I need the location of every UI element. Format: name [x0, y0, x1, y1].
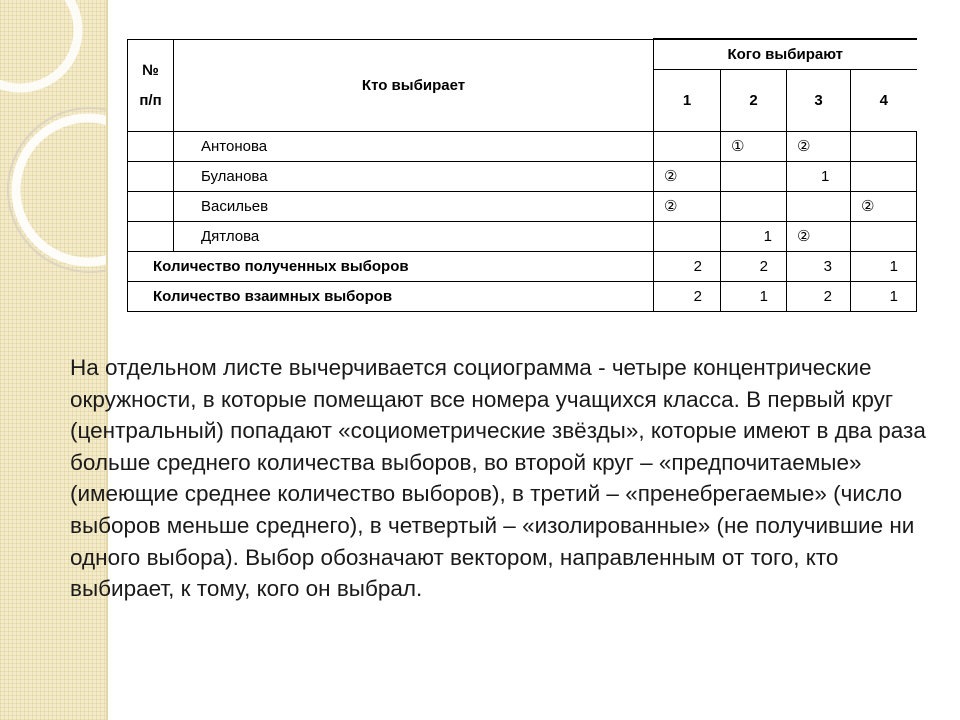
row-name: Дятлова [174, 221, 654, 251]
mutual-value: 2 [654, 281, 721, 311]
header-col-4: 4 [851, 69, 917, 131]
row-name: Буланова [174, 161, 654, 191]
mutual-value: 2 [787, 281, 851, 311]
sociogram-description: На отдельном листе вычерчивается социограмма - четыре концентрические окружности, в которые помещают все номера учащихся класса. В первый круг (центральный) попадают «социометрические звёзды», которые имеют в два раза больше среднего количества выборов, во второй круг – «предпочитаемые» (имеющие среднее количество выборов), в третий – «пренебрегаемые» (число выборов меньше среднего), в четвертый – «изолированные» (не получившие ни одного выбора). Выбор обозначают вектором, направленным от того, кто выбирает, к тому, кого он выбрал. [70, 355, 926, 602]
row-cell: ① [721, 131, 787, 161]
received-choices-row [128, 251, 917, 281]
row-cell [721, 161, 787, 191]
row-cell: ② [654, 161, 721, 191]
row-cell [654, 221, 721, 251]
received-value: 3 [787, 251, 851, 281]
mutual-value: 1 [721, 281, 787, 311]
header-number [128, 39, 174, 131]
mutual-choices-label: Количество взаимных выборов [128, 281, 654, 311]
row-number-cell [128, 221, 174, 251]
received-value: 1 [851, 251, 917, 281]
received-value: 2 [721, 251, 787, 281]
table-row [128, 161, 917, 191]
row-cell: 1 [787, 161, 851, 191]
row-cell: ② [851, 191, 917, 221]
row-cell [851, 221, 917, 251]
row-name: Васильев [174, 191, 654, 221]
sociometry-table [127, 38, 917, 312]
header-col-3: 3 [787, 69, 851, 131]
row-cell [654, 131, 721, 161]
row-cell: ② [787, 131, 851, 161]
header-number-line2: п/п [139, 91, 162, 109]
header-who-chooses: Кто выбирает [174, 39, 654, 131]
header-col-1: 1 [654, 69, 721, 131]
received-choices-label: Количество полученных выборов [128, 251, 654, 281]
header-number-line1: № [142, 61, 159, 79]
row-number-cell [128, 191, 174, 221]
row-cell: 1 [721, 221, 787, 251]
row-cell: ② [787, 221, 851, 251]
row-number-cell [128, 161, 174, 191]
received-value: 2 [654, 251, 721, 281]
header-whom-chosen: Кого выбирают [654, 39, 917, 69]
table-row [128, 131, 917, 161]
row-cell [851, 161, 917, 191]
header-col-2: 2 [721, 69, 787, 131]
table-row [128, 191, 917, 221]
mutual-choices-row [128, 281, 917, 311]
row-number-cell [128, 131, 174, 161]
table-row [128, 221, 917, 251]
row-cell [851, 131, 917, 161]
row-name: Антонова [174, 131, 654, 161]
mutual-value: 1 [851, 281, 917, 311]
row-cell [721, 191, 787, 221]
row-cell [787, 191, 851, 221]
row-cell: ② [654, 191, 721, 221]
